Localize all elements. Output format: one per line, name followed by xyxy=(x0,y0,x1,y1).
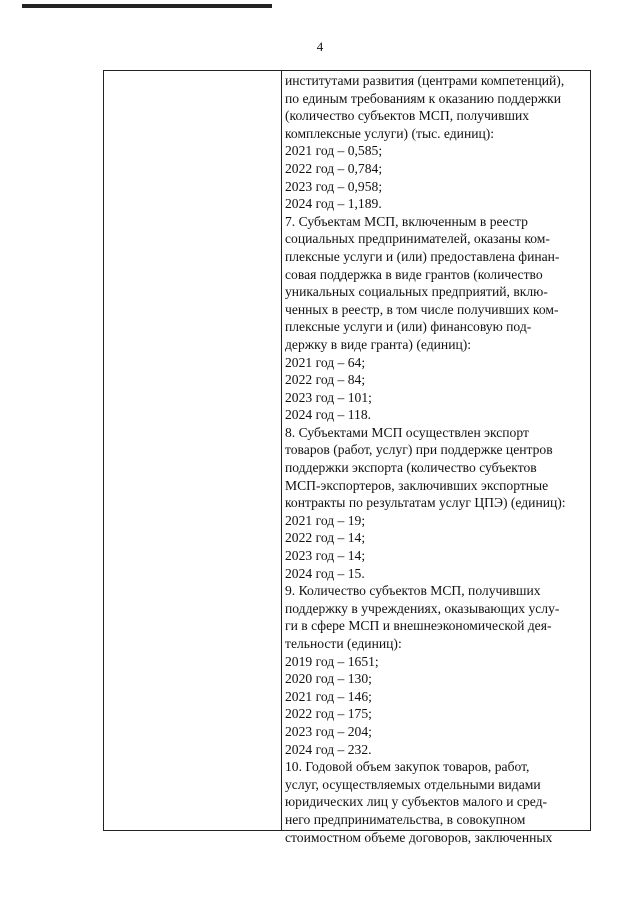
text-line: 2021 год – 19; xyxy=(285,512,366,528)
text-line: ченных в реестр, в том числе получивших ком- xyxy=(285,301,559,317)
text-line: 2024 год – 1,189. xyxy=(285,196,382,212)
text-line: 2022 год – 175; xyxy=(285,706,372,722)
text-line: уникальных социальных предприятий, вклю- xyxy=(285,284,548,300)
table-left-column xyxy=(104,71,282,830)
text-line: 2023 год – 0,958; xyxy=(285,178,383,194)
page-number: 4 xyxy=(316,39,324,54)
text-line: 9. Количество субъектов МСП, получивших xyxy=(285,583,541,599)
text-line: 2022 год – 0,784; xyxy=(285,160,383,176)
text-line: 2022 год – 14; xyxy=(285,530,366,546)
text-line: 7. Субъектам МСП, включенным в реестр xyxy=(285,213,528,229)
text-line: 2024 год – 118. xyxy=(285,407,372,423)
text-line: 8. Субъектами МСП осуществлен экспорт xyxy=(285,424,529,440)
text-line: ги в сфере МСП и внешнеэкономической дея- xyxy=(285,618,552,634)
text-line: МСП-экспортеров, заключивших экспортные xyxy=(285,477,549,493)
text-line: институтами развития (центрами компетенций), xyxy=(285,73,565,88)
text-line: плексные услуги и (или) предоставлена финан- xyxy=(285,248,560,264)
text-line: социальных предпринимателей, оказаны ком- xyxy=(285,231,550,247)
text-line: 2022 год – 84; xyxy=(285,372,366,388)
text-line: 2023 год – 101; xyxy=(285,389,372,405)
text-line: контракты по результатам услуг ЦПЭ) (единиц): xyxy=(285,495,566,511)
table-right-column xyxy=(285,71,588,845)
text-line: комплексные услуги) (тыс. единиц): xyxy=(285,125,495,141)
text-line: по единым требованиям к оказанию поддержки xyxy=(285,90,562,106)
text-line: совая поддержка в виде грантов (количество xyxy=(285,266,543,282)
content-table xyxy=(103,70,591,845)
text-line: поддержки экспорта (количество субъектов xyxy=(285,460,537,476)
text-line: держку в виде гранта) (единиц): xyxy=(285,336,472,352)
header-rule xyxy=(22,4,272,8)
text-line: 2023 год – 204; xyxy=(285,723,372,739)
text-line: (количество субъектов МСП, получивших xyxy=(285,108,530,124)
text-line: 10. Годовой объем закупок товаров, работ, xyxy=(285,759,530,775)
text-line: 2021 год – 0,585; xyxy=(285,143,383,159)
text-line: 2021 год – 64; xyxy=(285,354,366,370)
text-line: него предпринимательства, в совокупном xyxy=(285,811,526,827)
text-line: юридических лиц у субъектов малого и сред- xyxy=(285,794,548,810)
text-line: 2024 год – 15. xyxy=(285,565,365,581)
text-block xyxy=(285,71,588,846)
text-line: плексные услуги и (или) финансовую под- xyxy=(285,319,532,335)
text-line: поддержку в учреждениях, оказывающих услу- xyxy=(285,600,560,616)
text-line: 2021 год – 146; xyxy=(285,688,372,704)
text-line: услуг, осуществляемых отдельными видами xyxy=(285,776,541,792)
text-line: 2020 год – 130; xyxy=(285,671,372,687)
text-line: 2024 год – 232. xyxy=(285,741,372,757)
text-line: 2019 год – 1651; xyxy=(285,653,379,669)
text-line: 2023 год – 14; xyxy=(285,548,366,564)
text-line: стоимостном объеме договоров, заключенных xyxy=(285,829,553,845)
text-line: товаров (работ, услуг) при поддержке центров xyxy=(285,442,553,458)
text-line: тельности (единиц): xyxy=(285,636,402,651)
